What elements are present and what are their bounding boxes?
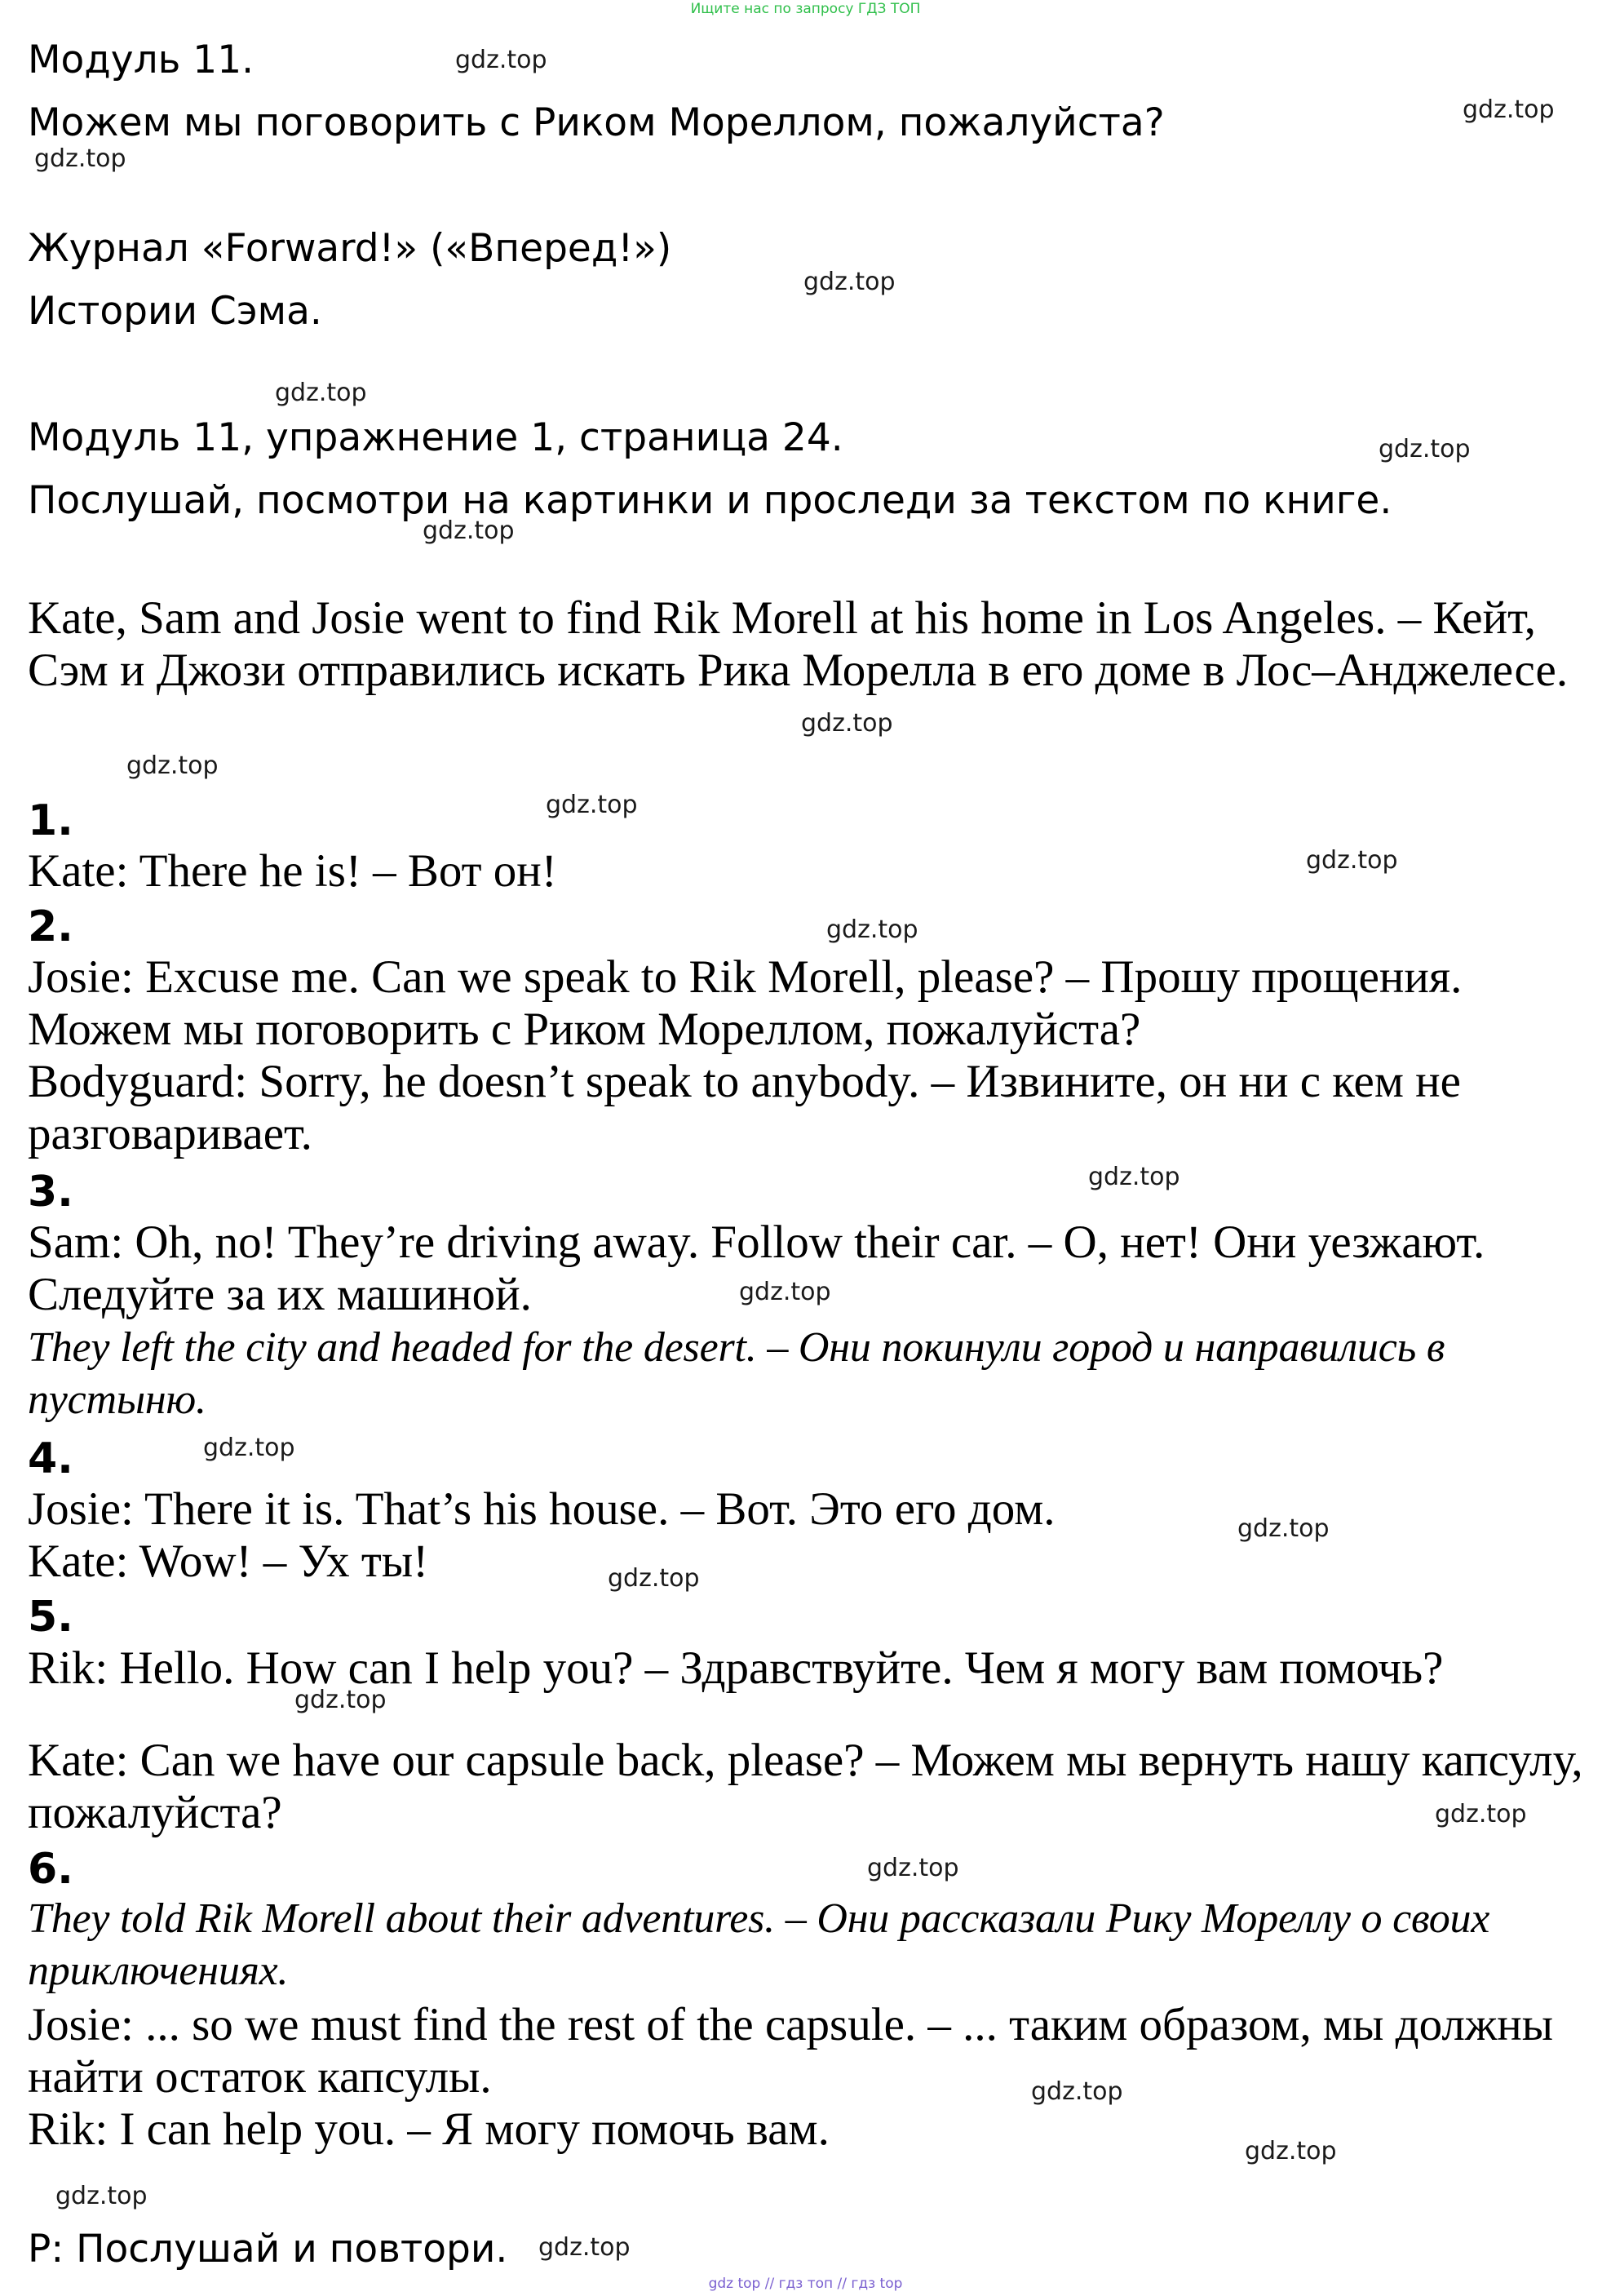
watermark: gdz.top (867, 1854, 959, 1882)
watermark: gdz.top (1245, 2137, 1337, 2165)
dialogue-line: Kate: Can we have our capsule back, please? – Можем мы вернуть нашу капсулу, пожалуйста? (28, 1735, 1583, 1838)
watermark: gdz.top (801, 709, 893, 738)
module-title: Можем мы поговорить с Риком Мореллом, пожалуйста? (28, 100, 1165, 145)
stories-heading: Истории Сэма. (28, 289, 322, 334)
watermark: gdz.top (294, 1686, 387, 1714)
dialogue-line: Bodyguard: Sorry, he doesn’t speak to anybody. – Извините, он ни с кем не разговаривает. (28, 1056, 1461, 1159)
exercise-heading: Модуль 11, упражнение 1, страница 24. (28, 415, 843, 460)
section-number: 5. (28, 1593, 73, 1642)
dialogue-line: Kate: There he is! – Вот он! (28, 845, 557, 897)
narration-line: They left the city and headed for the desert. – Они покинули город и направились в пустыню. (28, 1324, 1445, 1423)
watermark: gdz.top (546, 791, 638, 819)
watermark: gdz.top (608, 1564, 700, 1593)
magazine-heading: Журнал «Forward!» («Вперед!») (28, 226, 672, 271)
section-number: 3. (28, 1168, 73, 1217)
bottom-banner[interactable]: gdz top // гдз топ // гдз top (708, 2276, 903, 2292)
narration-line: They told Rik Morell about their adventures. – Они рассказали Рику Мореллу о своих приключениях. (28, 1895, 1490, 1994)
dialogue-line: Josie: Excuse me. Can we speak to Rik Morell, please? – Прошу прощения. Можем мы поговорить с Риком Мореллом, пожалуйста? (28, 951, 1463, 1055)
watermark: gdz.top (803, 268, 896, 296)
dialogue-line: Rik: I can help you. – Я могу помочь вам. (28, 2103, 830, 2155)
watermark: gdz.top (1031, 2077, 1123, 2106)
dialogue-line: Kate: Wow! – Ух ты! (28, 1536, 429, 1587)
watermark: gdz.top (126, 751, 219, 780)
watermark: gdz.top (1237, 1514, 1330, 1543)
watermark: gdz.top (55, 2182, 148, 2210)
watermark: gdz.top (275, 379, 367, 407)
section-number: 6. (28, 1845, 73, 1894)
module-heading: Модуль 11. (28, 38, 254, 82)
intro-paragraph: Kate, Sam and Josie went to find Rik Morell at his home in Los Angeles. – Кейт, Сэм и Джози отправились искать Рика Морелла в его доме в Лос–Анджелесе. (28, 592, 1569, 696)
watermark: gdz.top (826, 915, 918, 944)
dialogue-line: Sam: Oh, no! They’re driving away. Follow their car. – О, нет! Они уезжают. Следуйте за их машиной. (28, 1217, 1485, 1320)
watermark: gdz.top (423, 516, 515, 545)
watermark: gdz.top (1435, 1800, 1527, 1828)
watermark: gdz.top (538, 2233, 631, 2262)
watermark: gdz.top (34, 144, 126, 173)
watermark: gdz.top (1088, 1163, 1180, 1191)
dialogue-line: Josie: There it is. That’s his house. – Вот. Это его дом. (28, 1483, 1056, 1535)
section-number: 2. (28, 902, 73, 951)
watermark: gdz.top (739, 1278, 831, 1306)
instruction-text: Послушай, посмотри на картинки и проследи за текстом по книге. (28, 478, 1392, 523)
dialogue-line: Rik: Hello. How can I help you? – Здравствуйте. Чем я могу вам помочь? (28, 1642, 1444, 1694)
dialogue-line: Josie: ... so we must find the rest of the capsule. – ... таким образом, мы должны найти остаток капсулы. (28, 1999, 1554, 2103)
watermark: gdz.top (1379, 435, 1471, 463)
watermark: gdz.top (1463, 95, 1555, 124)
section-number: 4. (28, 1434, 73, 1483)
section-number: 1. (28, 796, 73, 845)
footer-task: P: Послушай и повтори. (28, 2227, 508, 2272)
watermark: gdz.top (1306, 846, 1398, 875)
top-banner[interactable]: Ищите нас по запросу ГДЗ ТОП (690, 1, 921, 17)
watermark: gdz.top (203, 1434, 295, 1462)
watermark: gdz.top (455, 46, 547, 74)
